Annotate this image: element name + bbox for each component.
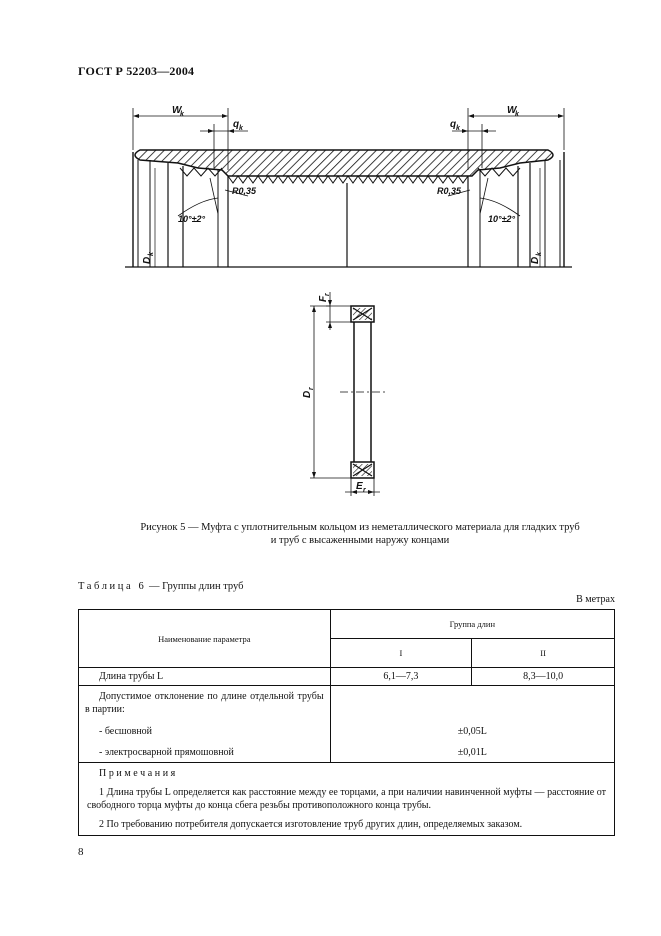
notes-title: Примечания — [99, 768, 178, 779]
label-dr: D — [302, 390, 313, 398]
header-length-group: Группа длин — [330, 610, 614, 639]
row-seamless-label: - бесшовной — [79, 720, 331, 742]
label-qk-right-sub: k — [456, 125, 460, 132]
note-2: 2 По требованию потребителя допускается изготовление труб других длин, определяемых заказом. — [99, 819, 523, 830]
header-group-i: I — [330, 639, 472, 668]
label-fr: F — [318, 295, 329, 302]
label-qk-left: q — [233, 119, 240, 130]
label-fr-sub: r — [324, 293, 331, 296]
label-qk-right: q — [450, 119, 457, 130]
sealing-ring-section — [310, 292, 385, 496]
row-seamless-value: ±0,05L — [330, 720, 614, 742]
figure-caption-line-1: Рисунок 5 — Муфта с уплотнительным кольцом из неметаллического материала для гладких труб — [140, 522, 580, 533]
label-wk-left: W — [172, 105, 182, 116]
label-er-sub: r — [363, 487, 366, 494]
label-angle-left: 10°±2° — [178, 214, 206, 224]
row-tolerance-label: Допустимое отклонение по длине отдельной трубы в партии: — [79, 686, 331, 721]
coupling-section — [125, 108, 572, 267]
pipe-length-groups-table — [78, 609, 615, 836]
row-length-label: Длина трубы L — [79, 668, 331, 686]
label-wk-right-sub: k — [515, 111, 519, 118]
label-dk-left-sub: k — [148, 252, 155, 256]
row-welded-label: - электросварной прямошовной — [79, 742, 331, 763]
document-header: ГОСТ Р 52203—2004 — [78, 64, 195, 78]
label-angle-right: 10°±2° — [488, 214, 516, 224]
label-radius-right: R0,35 — [437, 186, 462, 196]
header-group-ii: II — [472, 639, 615, 668]
label-dk-right-sub: k — [536, 252, 543, 256]
note-1: 1 Длина трубы L определяется как расстояние между ее торцами, а при наличии навинченной муфты — расстояние от свободного торца муфты до конца сбега резьбы противоположного конца трубы. — [87, 787, 606, 811]
units-label: В метрах — [576, 594, 615, 605]
label-radius-left: R0,35 — [232, 186, 257, 196]
coupling-labels — [142, 105, 543, 264]
figure-caption-line-2: и труб с высаженными наружу концами — [270, 535, 450, 546]
label-qk-left-sub: k — [239, 125, 243, 132]
label-er: E — [356, 481, 363, 492]
label-dr-sub: r — [308, 387, 315, 390]
label-dk-right: D — [530, 256, 541, 264]
label-dk-left: D — [142, 256, 153, 264]
table-caption-prefix: Таблица 6 — [78, 581, 147, 592]
page-number: 8 — [78, 846, 84, 858]
label-wk-right: W — [507, 105, 517, 116]
table-caption-title: — Группы длин труб — [146, 581, 244, 592]
row-length-group-ii: 8,3—10,0 — [472, 668, 615, 686]
figure-caption — [60, 521, 660, 547]
table-notes — [79, 763, 615, 836]
row-tolerance-empty — [330, 686, 614, 721]
table-caption — [78, 581, 243, 592]
label-wk-left-sub: k — [180, 111, 184, 118]
row-welded-value: ±0,01L — [330, 742, 614, 763]
header-parameter: Наименование параметра — [79, 610, 331, 668]
row-length-group-i: 6,1—7,3 — [330, 668, 472, 686]
